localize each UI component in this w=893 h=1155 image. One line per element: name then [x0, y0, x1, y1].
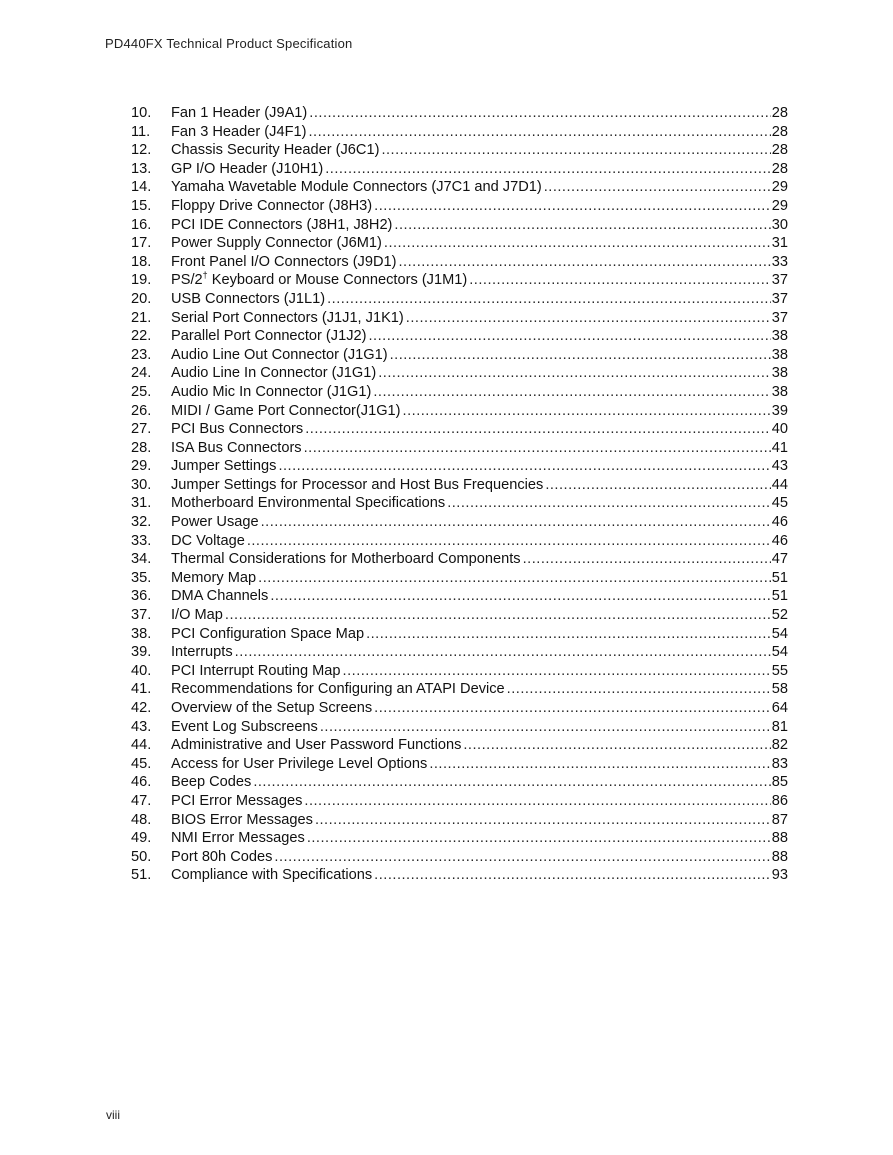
toc-entry-page: 28: [771, 160, 788, 177]
toc-entry-page: 37: [771, 272, 788, 289]
toc-entry-page: 45: [771, 495, 788, 512]
dot-leader: [253, 773, 770, 792]
toc-entry-number: 10.: [131, 105, 152, 121]
dot-leader: [469, 271, 771, 290]
toc-entry-title: Yamaha Wavetable Module Connectors (J7C1 and J7D1): [171, 179, 542, 196]
toc-entry-page: 38: [771, 328, 788, 345]
toc-entry[interactable]: [131, 513, 788, 532]
toc-entry[interactable]: [131, 383, 788, 402]
toc-entry-page: 54: [771, 644, 788, 661]
toc-entry-title: MIDI / Game Port Connector(J1G1): [171, 402, 401, 419]
dot-leader: [325, 160, 771, 179]
toc-entry-page: 37: [771, 309, 788, 326]
toc-entry[interactable]: [131, 718, 788, 737]
toc-entry[interactable]: [131, 104, 788, 123]
toc-entry-title: Fan 1 Header (J9A1): [171, 105, 308, 121]
toc-entry-title: Access for User Privilege Level Options: [171, 755, 428, 772]
toc-entry-number: 17.: [131, 235, 152, 252]
dot-leader: [378, 364, 771, 383]
toc-entry-page: 87: [771, 811, 788, 828]
toc-entry-number: 21.: [131, 309, 152, 326]
toc-entry-number: 14.: [131, 179, 152, 196]
dot-leader: [307, 829, 771, 848]
toc-entry-number: 28.: [131, 439, 152, 456]
toc-entry-page: 38: [771, 383, 788, 400]
toc-entry-page: 37: [771, 290, 788, 307]
toc-entry-page: 28: [771, 142, 788, 159]
table-of-tables-list: [131, 104, 788, 885]
toc-entry-title: USB Connectors (J1L1): [171, 290, 326, 307]
dot-leader: [374, 866, 771, 885]
toc-entry-number: 42.: [131, 700, 152, 716]
dot-leader: [368, 327, 770, 346]
dot-leader: [247, 532, 771, 551]
toc-entry-title: Power Usage: [171, 514, 259, 531]
toc-entry-number: 40.: [131, 662, 152, 679]
toc-entry[interactable]: [131, 197, 788, 216]
toc-entry-page: 55: [771, 662, 788, 679]
dot-leader: [403, 402, 771, 421]
toc-entry-page: 52: [771, 607, 788, 624]
toc-entry[interactable]: [131, 792, 788, 811]
toc-entry-page: 44: [771, 476, 788, 493]
dot-leader: [374, 699, 771, 718]
dot-leader: [507, 680, 771, 699]
dot-leader: [258, 569, 771, 588]
toc-entry-title: Front Panel I/O Connectors (J9D1): [171, 253, 397, 270]
toc-entry-page: 82: [771, 737, 788, 754]
toc-entry[interactable]: [131, 234, 788, 253]
dot-leader: [374, 197, 771, 216]
toc-entry-title: GP I/O Header (J10H1): [171, 160, 324, 177]
toc-entry-number: 34.: [131, 551, 152, 568]
toc-entry[interactable]: [131, 829, 788, 848]
dot-leader: [308, 123, 770, 142]
toc-entry-title: PCI Error Messages: [171, 792, 303, 809]
toc-entry-number: 15.: [131, 197, 152, 214]
toc-entry-number: 37.: [131, 607, 152, 624]
toc-entry-number: 23.: [131, 346, 152, 363]
toc-entry-page: 64: [771, 700, 788, 716]
toc-entry-title: Audio Mic In Connector (J1G1): [171, 383, 372, 400]
toc-entry[interactable]: [131, 569, 788, 588]
toc-entry-title: Motherboard Environmental Specifications: [171, 495, 446, 512]
toc-entry-page: 38: [771, 346, 788, 363]
toc-entry-number: 36.: [131, 588, 152, 605]
dot-leader: [523, 550, 771, 569]
toc-entry-title: Jumper Settings: [171, 458, 277, 475]
toc-entry[interactable]: [131, 699, 788, 718]
dot-leader: [373, 383, 770, 402]
dot-leader: [390, 346, 771, 365]
toc-entry[interactable]: [131, 643, 788, 662]
dot-leader: [225, 606, 771, 625]
dot-leader: [304, 439, 771, 458]
dot-leader: [463, 736, 770, 755]
toc-entry[interactable]: [131, 346, 788, 365]
toc-entry[interactable]: [131, 327, 788, 346]
toc-entry[interactable]: [131, 457, 788, 476]
toc-entry-number: 41.: [131, 681, 152, 698]
toc-entry-number: 48.: [131, 811, 152, 828]
toc-entry-number: 25.: [131, 383, 152, 400]
toc-entry-number: 38.: [131, 625, 152, 642]
toc-entry[interactable]: [131, 253, 788, 272]
toc-entry-number: 46.: [131, 774, 152, 791]
toc-entry-title: Serial Port Connectors (J1J1, J1K1): [171, 309, 404, 326]
dagger-mark: †: [202, 270, 208, 281]
toc-entry[interactable]: [131, 160, 788, 179]
toc-entry-title: Chassis Security Header (J6C1): [171, 142, 380, 159]
toc-entry-number: 26.: [131, 402, 152, 419]
toc-entry-title: [171, 271, 467, 290]
toc-entry-title-prefix: PS/2: [171, 272, 203, 289]
toc-entry-page: 46: [771, 532, 788, 549]
toc-entry-page: 39: [771, 402, 788, 419]
toc-entry[interactable]: [131, 625, 788, 644]
toc-entry-title: PCI Bus Connectors: [171, 421, 304, 438]
dot-leader: [366, 625, 771, 644]
toc-entry[interactable]: [131, 848, 788, 867]
toc-entry-page: 93: [771, 867, 788, 884]
dot-leader: [545, 476, 770, 495]
toc-entry-page: 28: [771, 123, 788, 140]
dot-leader: [274, 848, 770, 867]
toc-entry-page: 31: [771, 235, 788, 252]
toc-entry[interactable]: [131, 271, 788, 290]
toc-entry-number: 44.: [131, 737, 152, 754]
toc-entry-number: 24.: [131, 365, 152, 382]
dot-leader: [429, 755, 770, 774]
dot-leader: [278, 457, 770, 476]
toc-entry-title: NMI Error Messages: [171, 830, 305, 847]
toc-entry[interactable]: [131, 587, 788, 606]
toc-entry-page: 86: [771, 792, 788, 809]
toc-entry-title: Event Log Subscreens: [171, 718, 318, 735]
toc-entry-number: 29.: [131, 458, 152, 475]
toc-entry[interactable]: [131, 532, 788, 551]
toc-entry-page: 29: [771, 179, 788, 196]
toc-entry-title: Audio Line Out Connector (J1G1): [171, 346, 388, 363]
toc-entry[interactable]: [131, 736, 788, 755]
toc-entry-page: 85: [771, 774, 788, 791]
dot-leader: [304, 792, 770, 811]
toc-entry-page: 28: [771, 105, 788, 121]
toc-entry-number: 16.: [131, 216, 152, 233]
toc-entry[interactable]: [131, 141, 788, 160]
toc-entry-number: 22.: [131, 328, 152, 345]
toc-entry-page: 43: [771, 458, 788, 475]
dot-leader: [406, 309, 771, 328]
toc-entry-title: DC Voltage: [171, 532, 245, 549]
toc-entry-number: 35.: [131, 569, 152, 586]
toc-entry-title: Fan 3 Header (J4F1): [171, 123, 307, 140]
dot-leader: [309, 104, 770, 123]
toc-entry-number: 19.: [131, 272, 152, 289]
toc-entry-number: 27.: [131, 421, 152, 438]
toc-entry-number: 45.: [131, 755, 152, 772]
dot-leader: [544, 178, 771, 197]
toc-entry-page: 29: [771, 197, 788, 214]
toc-entry-page: 83: [771, 755, 788, 772]
dot-leader: [447, 494, 771, 513]
dot-leader: [270, 587, 770, 606]
toc-entry[interactable]: [131, 216, 788, 235]
toc-entry-title: Overview of the Setup Screens: [171, 700, 373, 716]
toc-entry-title: Thermal Considerations for Motherboard Components: [171, 551, 521, 568]
toc-entry-title: I/O Map: [171, 607, 223, 624]
toc-entry-page: 88: [771, 830, 788, 847]
running-header: PD440FX Technical Product Specification: [105, 36, 353, 51]
toc-entry-number: 49.: [131, 830, 152, 847]
toc-entry[interactable]: [131, 494, 788, 513]
toc-entry-title: Power Supply Connector (J6M1): [171, 235, 382, 252]
toc-entry-title: PCI Configuration Space Map: [171, 625, 365, 642]
dot-leader: [343, 662, 771, 681]
toc-entry-number: 11.: [131, 123, 151, 140]
toc-entry[interactable]: [131, 309, 788, 328]
toc-entry[interactable]: [131, 773, 788, 792]
toc-entry[interactable]: [131, 290, 788, 309]
toc-entry-title-text: Keyboard or Mouse Connectors (J1M1): [211, 272, 468, 289]
toc-entry-page: 81: [771, 718, 788, 735]
toc-entry-number: 18.: [131, 253, 152, 270]
toc-entry-title: Recommendations for Configuring an ATAPI Device: [171, 681, 505, 698]
dot-leader: [320, 718, 771, 737]
toc-entry-number: 20.: [131, 290, 152, 307]
toc-entry[interactable]: [131, 439, 788, 458]
toc-entry-title: BIOS Error Messages: [171, 811, 313, 828]
dot-leader: [384, 234, 771, 253]
toc-entry[interactable]: [131, 680, 788, 699]
toc-entry-title: Memory Map: [171, 569, 257, 586]
toc-entry-number: 31.: [131, 495, 152, 512]
toc-entry-number: 39.: [131, 644, 152, 661]
toc-entry-number: 47.: [131, 792, 152, 809]
toc-entry-title: Floppy Drive Connector (J8H3): [171, 197, 373, 214]
toc-entry-page: 38: [771, 365, 788, 382]
toc-entry-title: DMA Channels: [171, 588, 269, 605]
toc-entry-title: Jumper Settings for Processor and Host Bus Frequencies: [171, 476, 544, 493]
toc-entry-page: 54: [771, 625, 788, 642]
toc-entry-title: Parallel Port Connector (J1J2): [171, 328, 367, 345]
toc-entry-page: 33: [771, 253, 788, 270]
dot-leader: [235, 643, 771, 662]
toc-entry-title: Administrative and User Password Functions: [171, 737, 462, 754]
dot-leader: [327, 290, 771, 309]
page-number: viii: [106, 1108, 120, 1122]
toc-entry[interactable]: [131, 606, 788, 625]
toc-entry[interactable]: [131, 178, 788, 197]
toc-entry[interactable]: [131, 123, 788, 142]
toc-entry[interactable]: [131, 866, 788, 885]
toc-entry-page: 47: [771, 551, 788, 568]
toc-entry[interactable]: [131, 755, 788, 774]
toc-entry-number: 51.: [131, 867, 152, 884]
toc-entry-page: 30: [771, 216, 788, 233]
toc-entry-title: Audio Line In Connector (J1G1): [171, 365, 377, 382]
toc-entry-title: Port 80h Codes: [171, 848, 273, 865]
toc-entry[interactable]: [131, 550, 788, 569]
toc-entry[interactable]: [131, 364, 788, 383]
dot-leader: [261, 513, 771, 532]
toc-entry-number: 33.: [131, 532, 152, 549]
toc-entry[interactable]: [131, 476, 788, 495]
toc-entry[interactable]: [131, 662, 788, 681]
dot-leader: [315, 811, 771, 830]
toc-entry-page: 46: [771, 514, 788, 531]
toc-entry-title: PCI Interrupt Routing Map: [171, 662, 341, 679]
toc-entry-number: 12.: [131, 142, 152, 159]
toc-entry-title: Beep Codes: [171, 774, 252, 791]
toc-entry[interactable]: [131, 811, 788, 830]
toc-entry-page: 51: [771, 569, 788, 586]
dot-leader: [381, 141, 770, 160]
toc-entry-page: 41: [771, 439, 788, 456]
toc-entry[interactable]: [131, 420, 788, 439]
toc-entry-title: Compliance with Specifications: [171, 867, 373, 884]
toc-entry-title: Interrupts: [171, 644, 233, 661]
dot-leader: [394, 216, 770, 235]
toc-entry[interactable]: [131, 402, 788, 421]
toc-entry-number: 50.: [131, 848, 152, 865]
toc-entry-number: 30.: [131, 476, 152, 493]
toc-entry-number: 43.: [131, 718, 152, 735]
dot-leader: [305, 420, 771, 439]
dot-leader: [398, 253, 770, 272]
toc-entry-page: 40: [771, 421, 788, 438]
toc-entry-number: 32.: [131, 514, 152, 531]
toc-entry-page: 58: [771, 681, 788, 698]
toc-entry-title: PCI IDE Connectors (J8H1, J8H2): [171, 216, 393, 233]
toc-entry-number: 13.: [131, 160, 152, 177]
toc-entry-page: 51: [771, 588, 788, 605]
toc-entry-title: ISA Bus Connectors: [171, 439, 302, 456]
toc-entry-page: 88: [771, 848, 788, 865]
